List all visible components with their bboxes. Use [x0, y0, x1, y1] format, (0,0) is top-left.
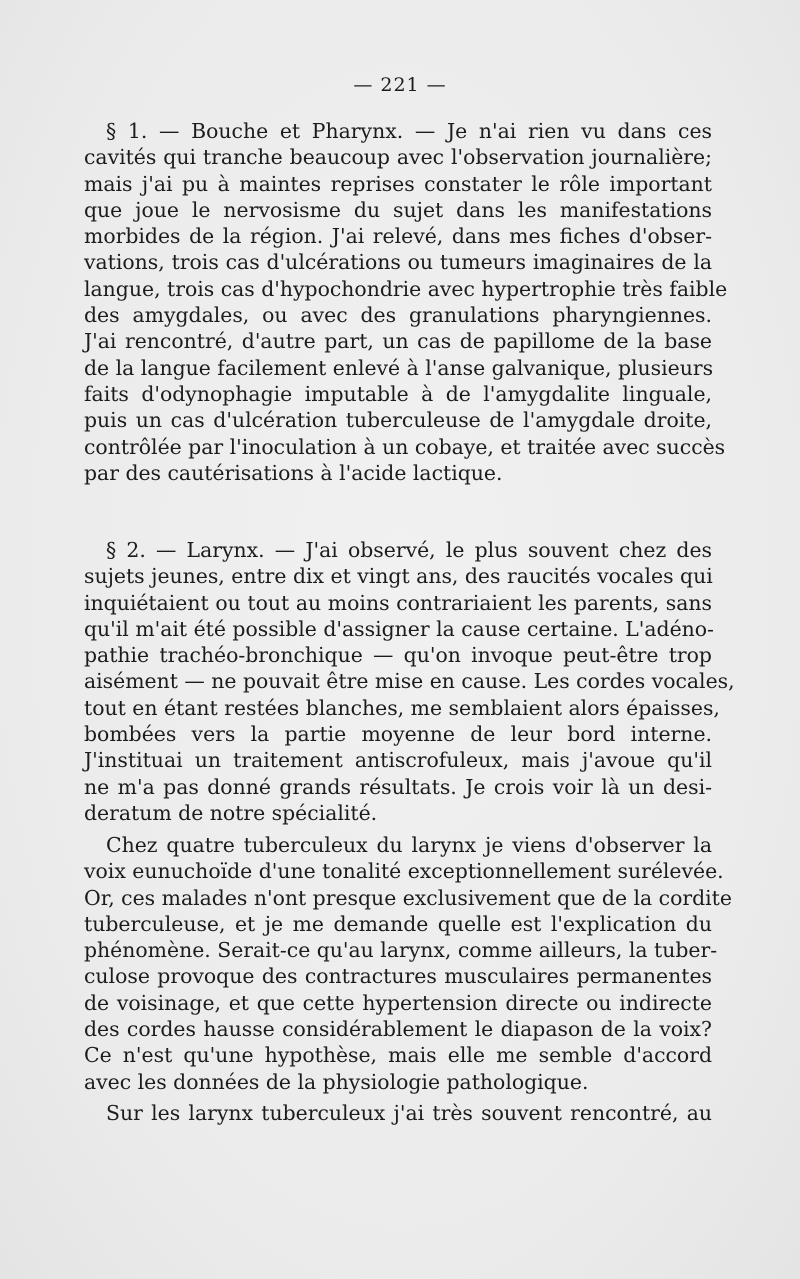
- text-line: Chez quatre tuberculeux du larynx je viens d'observer la: [106, 833, 712, 857]
- text-line: Or, ces malades n'ont presque exclusivement que de la cordite: [84, 885, 732, 910]
- section-2-larynx: [84, 537, 735, 826]
- paragraph-larynx-tuberculeux: [84, 1100, 712, 1126]
- text-line: pathie trachéo-bronchique — qu'on invoque peut-être trop: [84, 643, 712, 668]
- text-line: morbides de la région. J'ai relevé, dans mes fiches d'obser-: [84, 224, 712, 249]
- page-number: — 221 —: [353, 74, 447, 96]
- text-line: phénomène. Serait-ce qu'au larynx, comme ailleurs, la tuber-: [84, 938, 718, 963]
- text-line: des cordes hausse considérablement le diapason de la voix?: [84, 1017, 712, 1042]
- text-line: qu'il m'ait été possible d'assigner la cause certaine. L'adéno-: [84, 616, 714, 641]
- text-line: Ce n'est qu'une hypothèse, mais elle me semble d'accord: [84, 1043, 712, 1068]
- text-line: faits d'odynophagie imputable à de l'amygdalite linguale,: [84, 381, 712, 406]
- text-line: mais j'ai pu à maintes reprises constater le rôle important: [84, 171, 712, 196]
- text-line: des amygdales, ou avec des granulations pharyngiennes.: [84, 303, 712, 328]
- text-line: par des cautérisations à l'acide lactique.: [84, 460, 503, 485]
- text-line: vations, trois cas d'ulcérations ou tumeurs imaginaires de la: [84, 250, 712, 275]
- text-line: culose provoque des contractures musculaires permanentes: [84, 964, 712, 989]
- text-line: que joue le nervosisme du sujet dans les manifestations: [84, 197, 712, 222]
- text-line: sujets jeunes, entre dix et vingt ans, des raucités vocales qui: [84, 564, 713, 589]
- text-line: aisément — ne pouvait être mise en cause. Les cordes vocales,: [84, 669, 735, 694]
- text-line: J'instituai un traitement antiscrofuleux, mais j'avoue qu'il: [84, 748, 712, 773]
- text-line: de la langue facilement enlevé à l'anse galvanique, plusieurs: [84, 355, 714, 380]
- text-line: langue, trois cas d'hypochondrie avec hypertrophie très faible: [84, 276, 728, 301]
- text-line: J'ai rencontré, d'autre part, un cas de papillome de la base: [84, 329, 712, 354]
- text-line: bombées vers la partie moyenne de leur bord interne.: [84, 722, 712, 747]
- text-line: Sur les larynx tuberculeux j'ai très souvent rencontré, au: [106, 1101, 712, 1125]
- text-line: ne m'a pas donné grands résultats. Je crois voir là un desi-: [84, 774, 712, 799]
- text-line: deratum de notre spécialité.: [84, 800, 378, 825]
- text-line: § 2. — Larynx. — J'ai observé, le plus souvent chez des: [106, 538, 712, 562]
- text-line: voix eunuchoïde d'une tonalité exceptionnellement surélevée.: [84, 859, 724, 884]
- section-1-bouche-et-pharynx: [84, 118, 728, 486]
- text-line: contrôlée par l'inoculation à un cobaye, et traitée avec succès: [84, 434, 726, 459]
- text-line: tuberculeuse, et je me demande quelle est l'explication du: [84, 911, 712, 936]
- text-line: puis un cas d'ulcération tuberculeuse de l'amygdale droite,: [84, 408, 712, 433]
- text-line: de voisinage, et que cette hypertension directe ou indirecte: [84, 990, 712, 1015]
- paragraph-voix-eunuchoide: [84, 832, 732, 1095]
- text-line: cavités qui tranche beaucoup avec l'observation journalière;: [84, 145, 712, 170]
- text-line: § 1. — Bouche et Pharynx. — Je n'ai rien vu dans ces: [106, 119, 712, 143]
- text-line: inquiétaient ou tout au moins contrariaient les parents, sans: [84, 590, 712, 615]
- text-line: avec les données de la physiologie pathologique.: [84, 1069, 589, 1094]
- text-line: tout en étant restées blanches, me semblaient alors épaisses,: [84, 695, 720, 720]
